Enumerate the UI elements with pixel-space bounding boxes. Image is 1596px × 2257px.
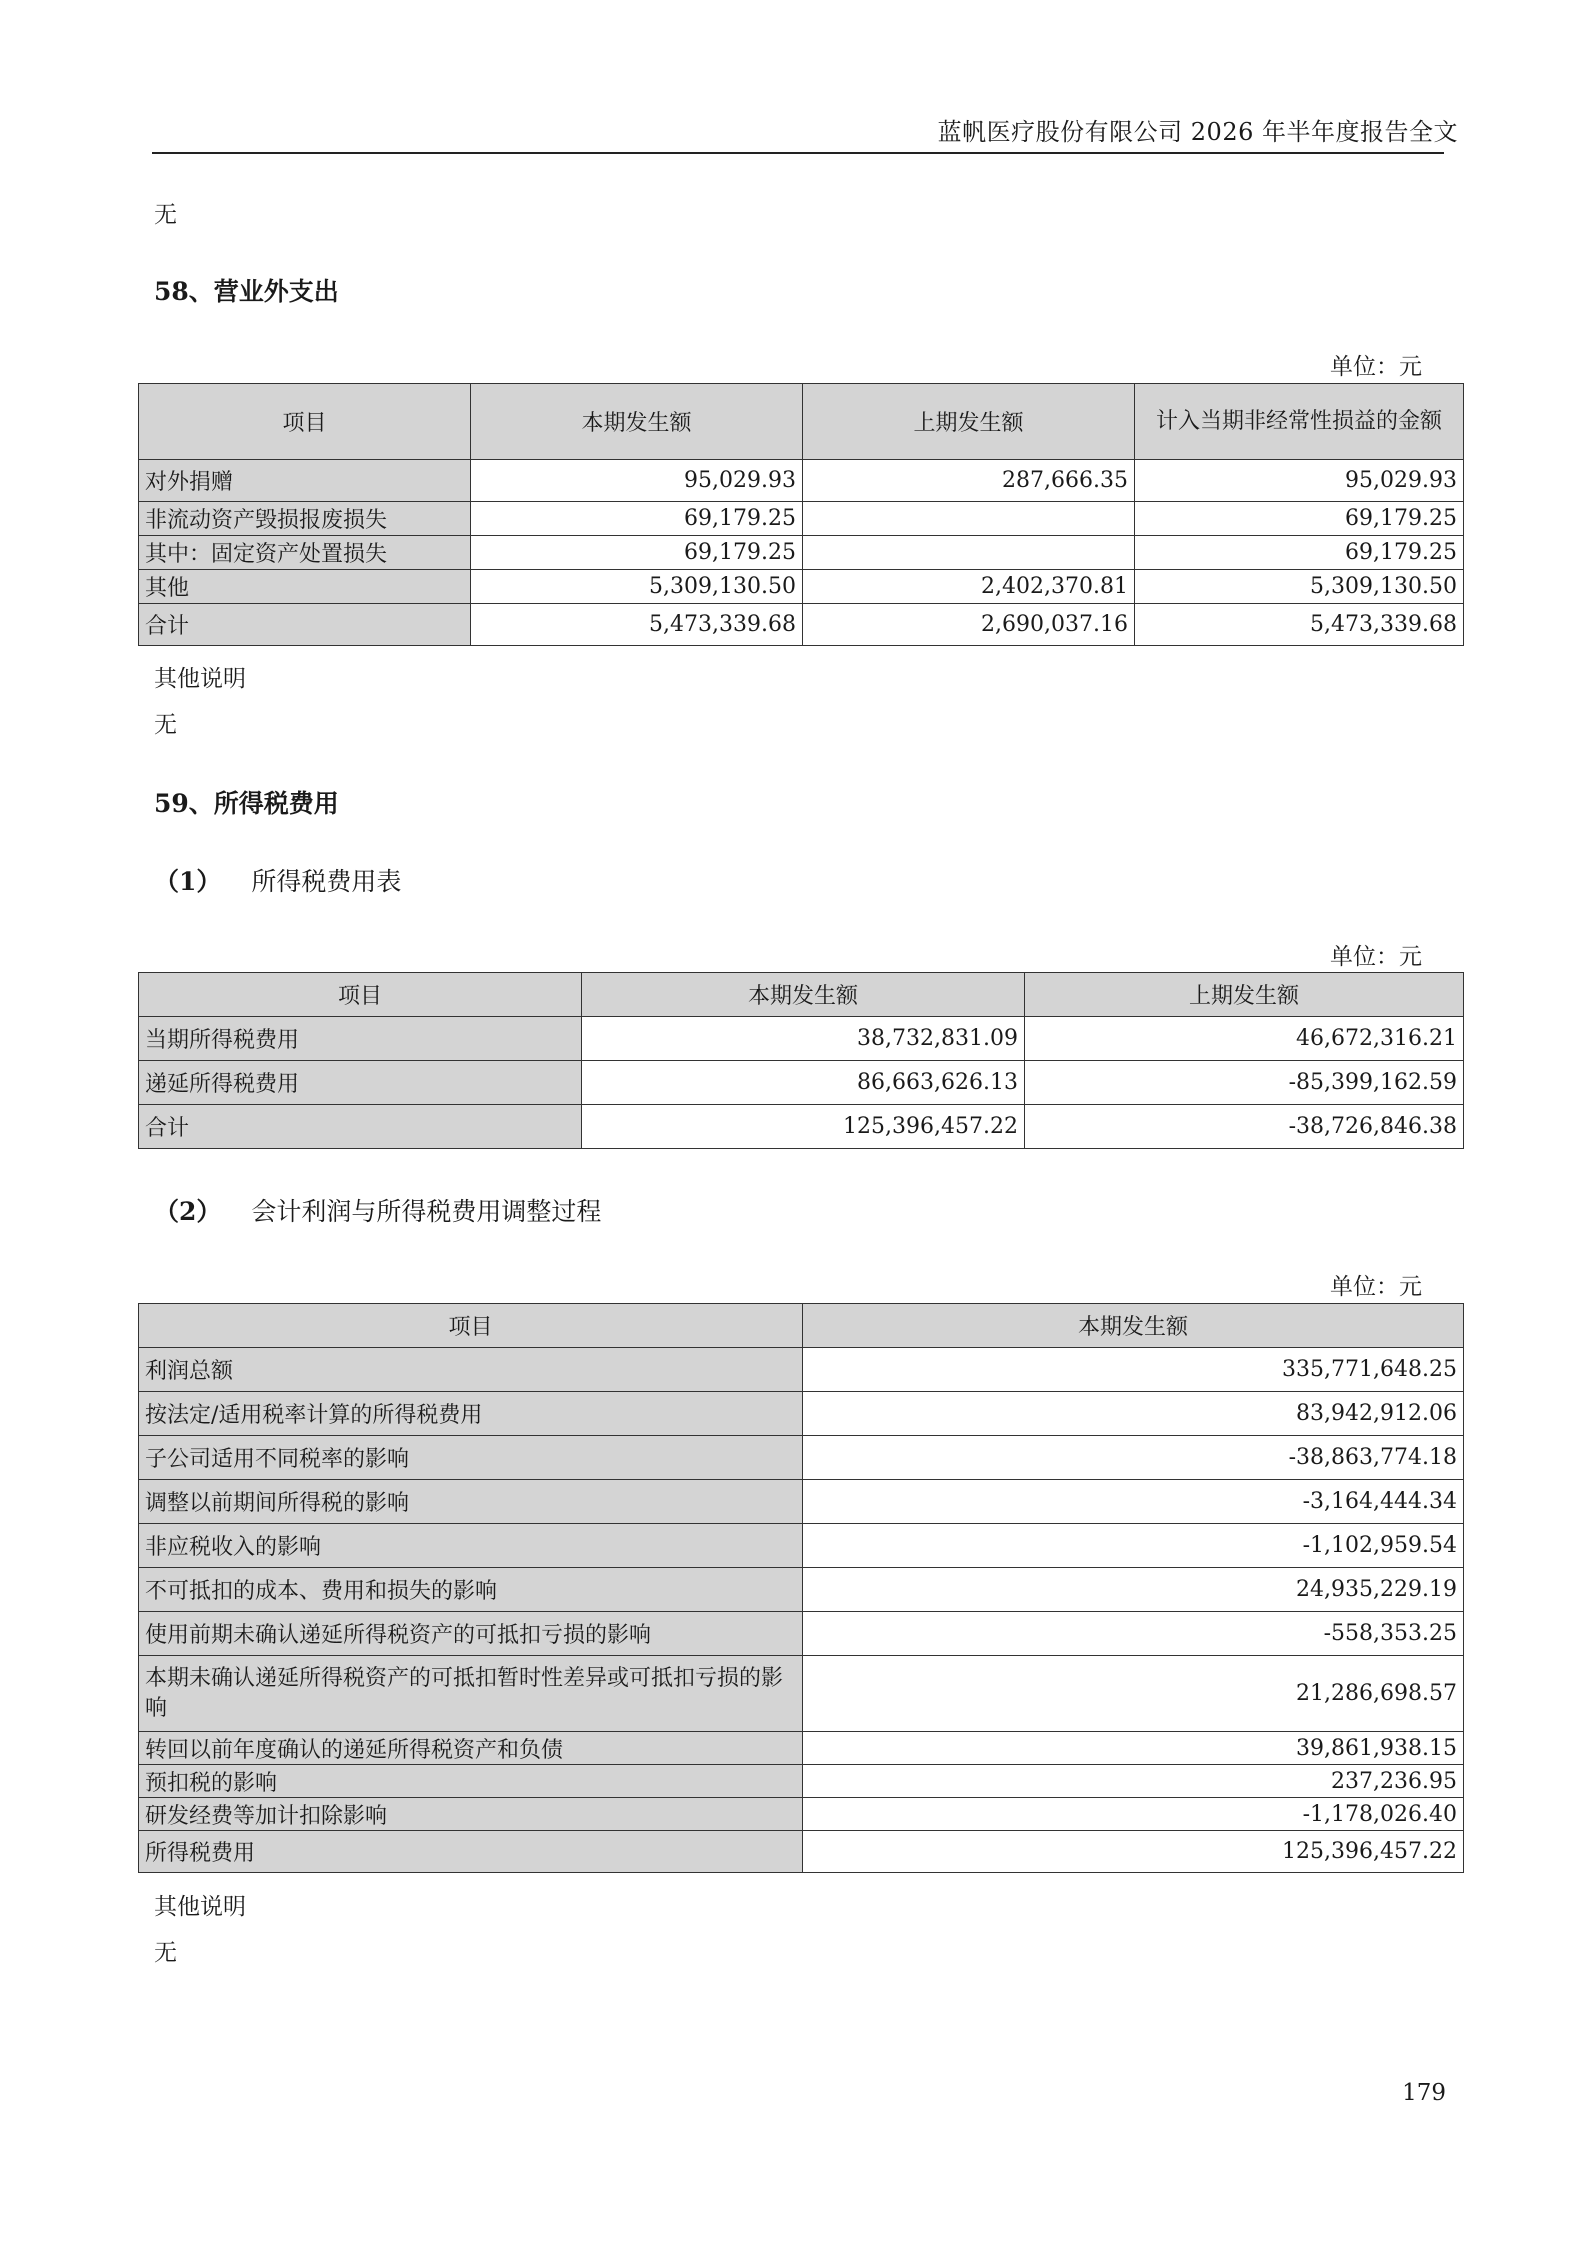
- row-current: 69,179.25: [471, 536, 803, 570]
- sec59-sub1-number: （1）: [154, 867, 222, 896]
- sec59-sub1-heading: [154, 862, 401, 898]
- row-item: 其中：固定资产处置损失: [139, 536, 471, 570]
- table-row: [139, 1436, 1464, 1480]
- section-58-heading: 58、营业外支出: [154, 277, 339, 306]
- table-row: [139, 1480, 1464, 1524]
- table-total-row: [139, 1831, 1464, 1873]
- row-current: 125,396,457.22: [582, 1105, 1025, 1149]
- table-row: [139, 570, 1464, 604]
- row-item: 对外捐赠: [139, 460, 471, 502]
- row-prior: 2,402,370.81: [803, 570, 1135, 604]
- row-item: 调整以前期间所得税的影响: [139, 1480, 803, 1524]
- row-current: 24,935,229.19: [803, 1568, 1464, 1612]
- row-nonrecurring: 69,179.25: [1135, 536, 1464, 570]
- row-item: 非流动资产毁损报废损失: [139, 502, 471, 536]
- row-current: 5,309,130.50: [471, 570, 803, 604]
- row-prior: 2,690,037.16: [803, 604, 1135, 646]
- table-row: [139, 1348, 1464, 1392]
- table-row: [139, 1656, 1464, 1732]
- sec59-sub2-heading: [154, 1192, 601, 1228]
- row-nonrecurring: 5,309,130.50: [1135, 570, 1464, 604]
- row-item: 递延所得税费用: [139, 1061, 582, 1105]
- table-row: [139, 1612, 1464, 1656]
- row-item: 预扣税的影响: [139, 1765, 803, 1798]
- row-prior: 287,666.35: [803, 460, 1135, 502]
- sec58-note-text: 无: [154, 712, 177, 738]
- row-item: 不可抵扣的成本、费用和损失的影响: [139, 1568, 803, 1612]
- col-header-current: 本期发生额: [803, 1304, 1464, 1348]
- row-nonrecurring: 5,473,339.68: [1135, 604, 1464, 646]
- page-number: 179: [1402, 2080, 1446, 2106]
- row-current: 38,732,831.09: [582, 1017, 1025, 1061]
- table-row: [139, 460, 1464, 502]
- table-header-row: [139, 1304, 1464, 1348]
- row-item: 子公司适用不同税率的影响: [139, 1436, 803, 1480]
- row-prior: -38,726,846.38: [1025, 1105, 1464, 1149]
- row-item: 使用前期未确认递延所得税资产的可抵扣亏损的影响: [139, 1612, 803, 1656]
- sec59-sub2-number: （2）: [154, 1197, 222, 1226]
- row-current: 95,029.93: [471, 460, 803, 502]
- table-row: [139, 536, 1464, 570]
- table-row: [139, 1568, 1464, 1612]
- row-item: 其他: [139, 570, 471, 604]
- row-item: 非应税收入的影响: [139, 1524, 803, 1568]
- row-item: 所得税费用: [139, 1831, 803, 1873]
- row-nonrecurring: 69,179.25: [1135, 502, 1464, 536]
- row-item: 研发经费等加计扣除影响: [139, 1798, 803, 1831]
- sec59-note-label: 其他说明: [154, 1894, 246, 1920]
- table-row: [139, 1017, 1464, 1061]
- sec59-sub2-unit-label: 单位：元: [1330, 1274, 1422, 1300]
- sec58-unit-label: 单位：元: [1330, 354, 1422, 380]
- row-current: 83,942,912.06: [803, 1392, 1464, 1436]
- table-total-row: [139, 1105, 1464, 1149]
- col-header-item: 项目: [139, 973, 582, 1017]
- row-current: 21,286,698.57: [803, 1656, 1464, 1732]
- sec59-sub1-title: 所得税费用表: [251, 867, 402, 896]
- col-header-item: 项目: [139, 384, 471, 460]
- row-current: 125,396,457.22: [803, 1831, 1464, 1873]
- sec59-sub2-title: 会计利润与所得税费用调整过程: [251, 1197, 602, 1226]
- row-current: 335,771,648.25: [803, 1348, 1464, 1392]
- row-current: -1,178,026.40: [803, 1798, 1464, 1831]
- report-header-title: 蓝帆医疗股份有限公司 2026 年半年度报告全文: [937, 118, 1458, 146]
- tax-reconciliation-table: [138, 1303, 1464, 1873]
- non-operating-expense-table: [138, 383, 1464, 646]
- sec58-note-label: 其他说明: [154, 666, 246, 692]
- table-header-row: [139, 384, 1464, 460]
- row-item: 利润总额: [139, 1348, 803, 1392]
- row-prior: 46,672,316.21: [1025, 1017, 1464, 1061]
- row-current: -1,102,959.54: [803, 1524, 1464, 1568]
- row-current: -3,164,444.34: [803, 1480, 1464, 1524]
- table-header-row: [139, 973, 1464, 1017]
- row-prior: [803, 536, 1135, 570]
- income-tax-expense-table: [138, 972, 1464, 1149]
- sec59-note-text: 无: [154, 1940, 177, 1966]
- col-header-nonrecurring: 计入当期非经常性损益的金额: [1135, 384, 1464, 460]
- col-header-prior: 上期发生额: [803, 384, 1135, 460]
- col-header-prior: 上期发生额: [1025, 973, 1464, 1017]
- row-item: 合计: [139, 604, 471, 646]
- row-prior: -85,399,162.59: [1025, 1061, 1464, 1105]
- col-header-item: 项目: [139, 1304, 803, 1348]
- table-row: [139, 502, 1464, 536]
- row-item: 按法定/适用税率计算的所得税费用: [139, 1392, 803, 1436]
- row-current: 86,663,626.13: [582, 1061, 1025, 1105]
- row-item: 本期未确认递延所得税资产的可抵扣暂时性差异或可抵扣亏损的影响: [139, 1656, 803, 1732]
- row-current: 69,179.25: [471, 502, 803, 536]
- section-59-heading: 59、所得税费用: [154, 789, 339, 818]
- row-item: 当期所得税费用: [139, 1017, 582, 1061]
- row-current: 237,236.95: [803, 1765, 1464, 1798]
- table-total-row: [139, 604, 1464, 646]
- row-current: 5,473,339.68: [471, 604, 803, 646]
- col-header-current: 本期发生额: [582, 973, 1025, 1017]
- row-nonrecurring: 95,029.93: [1135, 460, 1464, 502]
- table-row: [139, 1798, 1464, 1831]
- row-prior: [803, 502, 1135, 536]
- row-current: -38,863,774.18: [803, 1436, 1464, 1480]
- table-row: [139, 1765, 1464, 1798]
- intro-none-text: 无: [154, 202, 177, 228]
- table-row: [139, 1732, 1464, 1765]
- header-divider: [152, 152, 1444, 154]
- row-item: 转回以前年度确认的递延所得税资产和负债: [139, 1732, 803, 1765]
- row-current: -558,353.25: [803, 1612, 1464, 1656]
- table-row: [139, 1392, 1464, 1436]
- row-item: 合计: [139, 1105, 582, 1149]
- sec59-sub1-unit-label: 单位：元: [1330, 944, 1422, 970]
- col-header-current: 本期发生额: [471, 384, 803, 460]
- table-row: [139, 1061, 1464, 1105]
- table-row: [139, 1524, 1464, 1568]
- row-current: 39,861,938.15: [803, 1732, 1464, 1765]
